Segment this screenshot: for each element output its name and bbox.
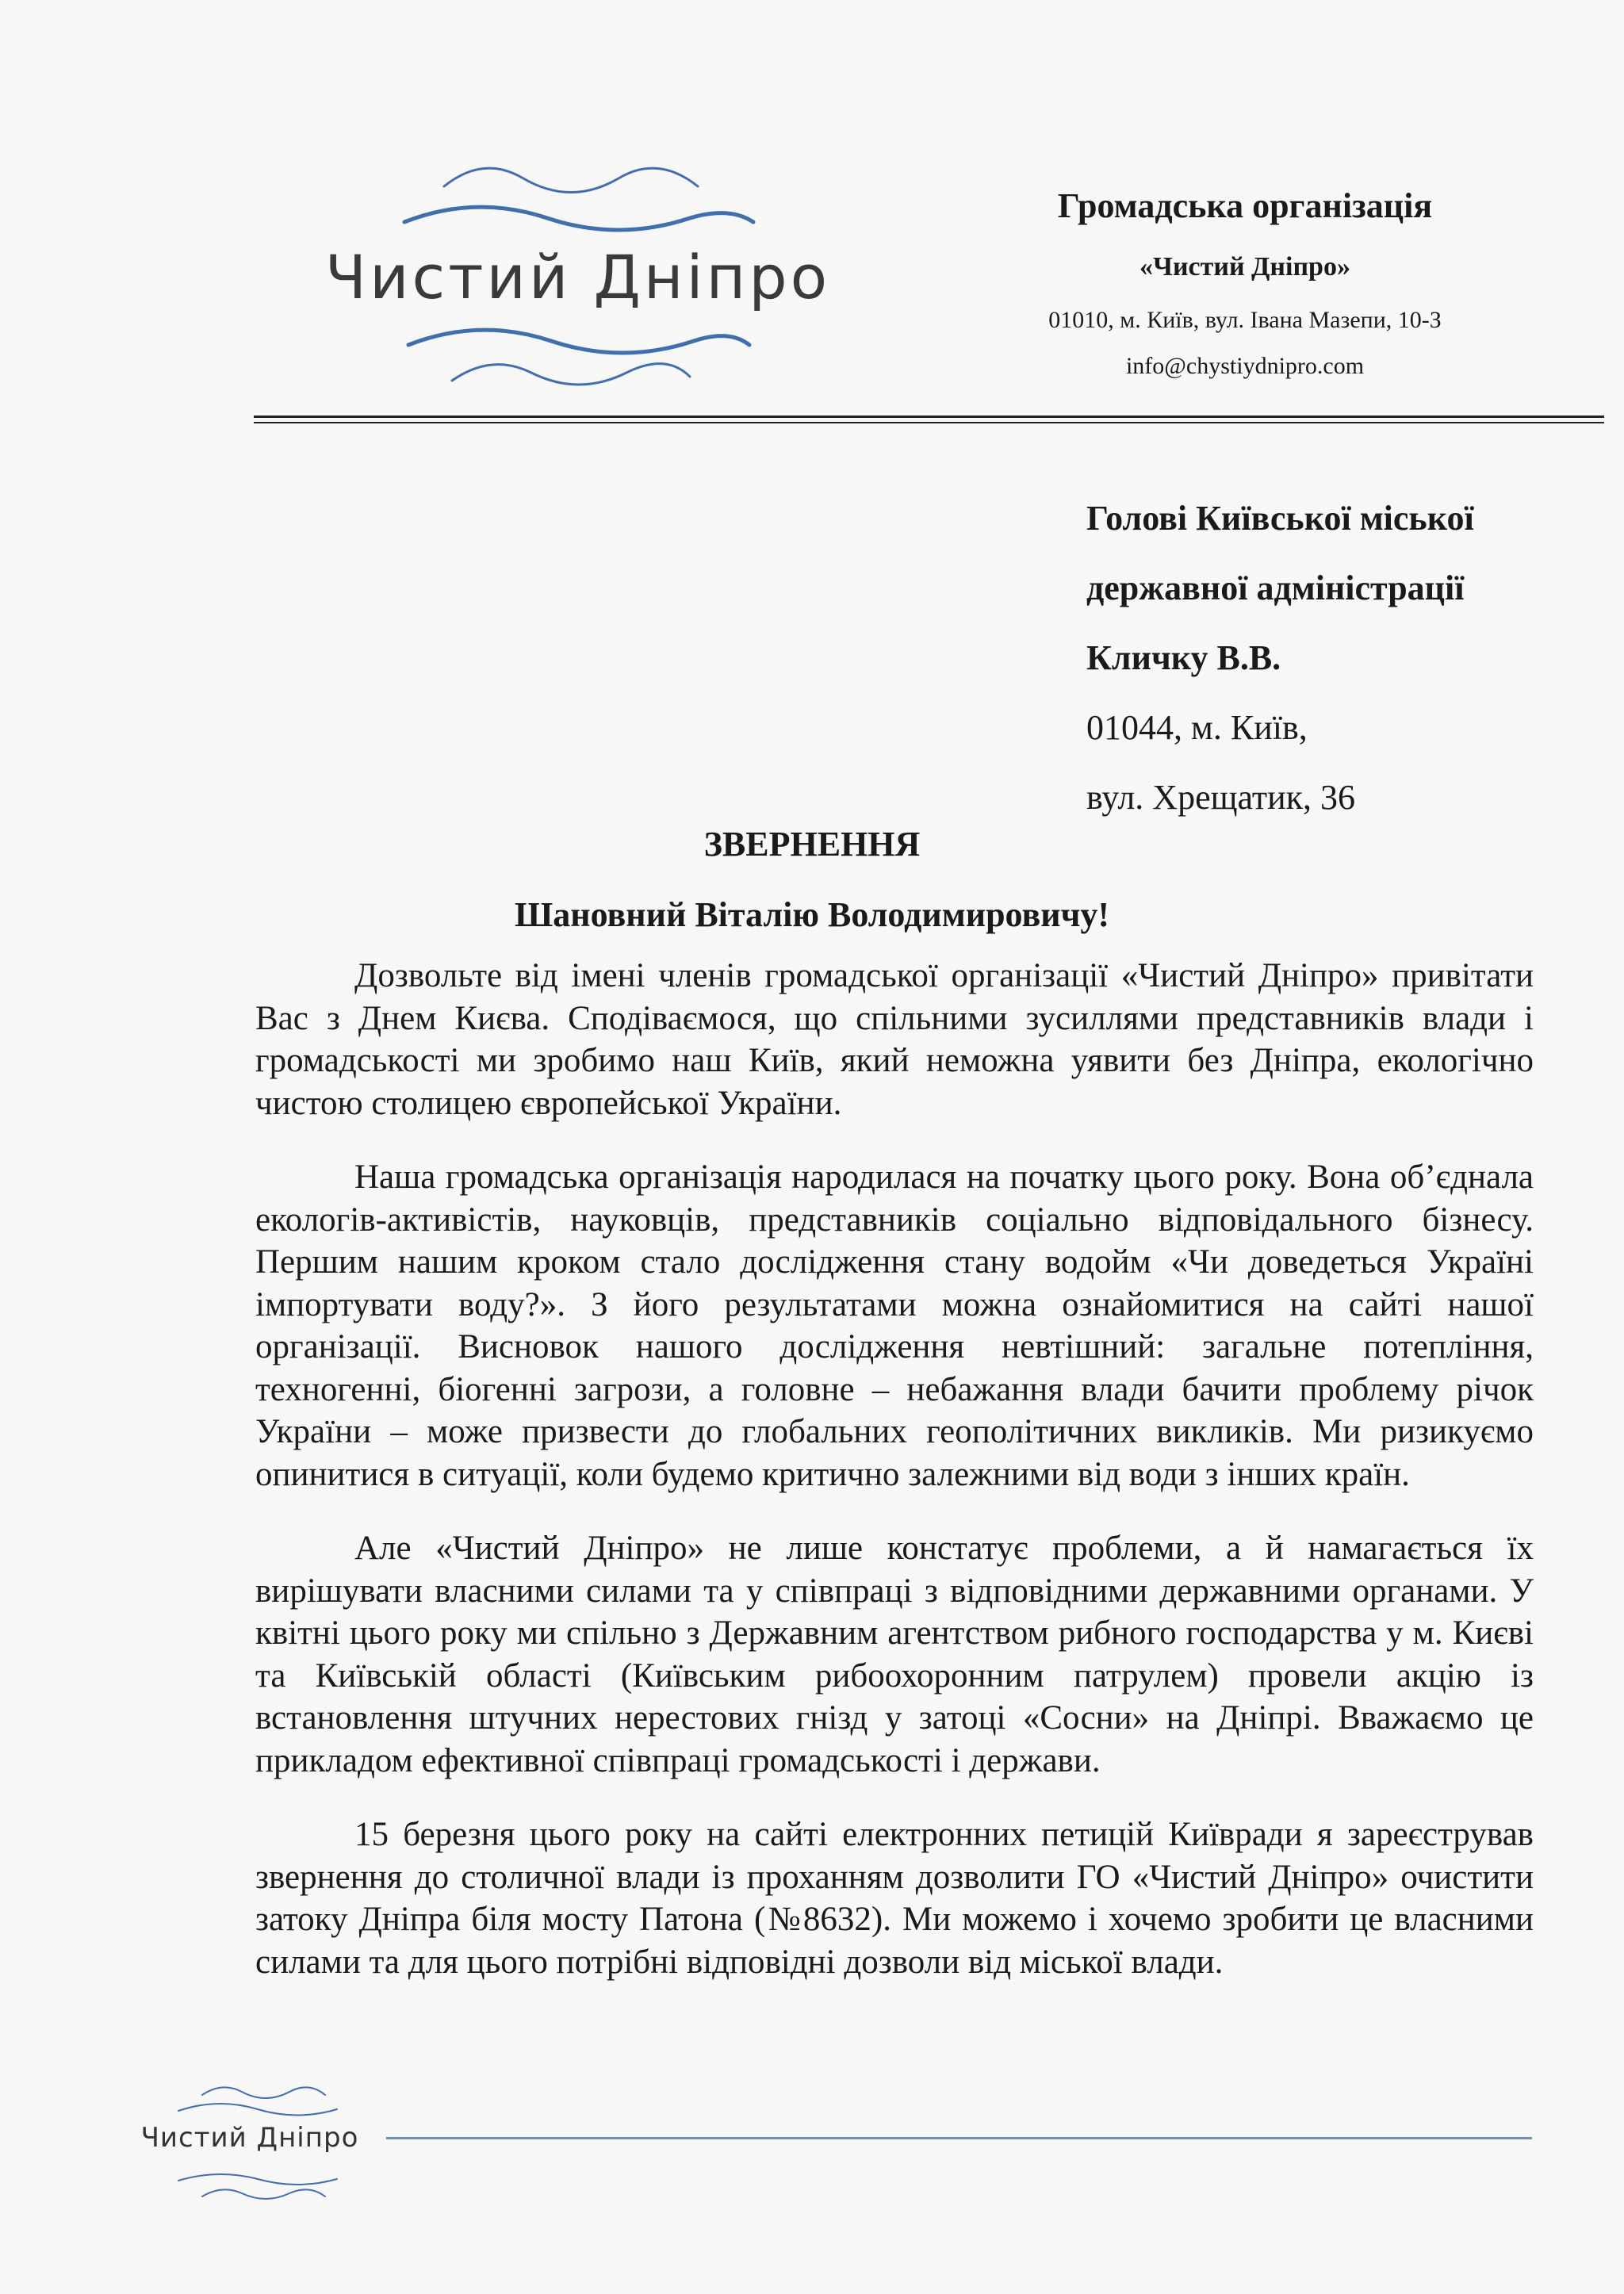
org-address: 01010, м. Київ, вул. Івана Мазепи, 10-З — [1048, 307, 1442, 333]
body-paragraph: Дозвольте від імені членів громадської організації «Чистий Дніпро» привітати Вас з Днем Києва. Сподіваємося, що спільними зусиллями представників влади і громадськості ми зробимо наш Київ, який неможна уявити без Дніпра, екологічно чистою столицею європейської України. — [255, 957, 1534, 1122]
org-quoted-name: «Чистий Дніпро» — [1139, 252, 1350, 281]
logo-text: Чистий Дніпро — [325, 242, 831, 312]
footer-divider — [386, 2137, 1532, 2139]
letter-body — [255, 955, 1534, 2015]
footer-logo — [139, 2078, 361, 2212]
header-divider-secondary — [254, 422, 1604, 423]
body-paragraph: 15 березня цього року на сайті електронних петицій Київради я зареєстрував звернення до столичної влади із проханням дозволити ГО «Чистий Дніпро» очистити затоку Дніпра біля мосту Патона (№8632). Ми можемо і хочемо зробити це власними силами та для цього потрібні відповідні дозволи від міської влади. — [255, 1816, 1534, 1981]
recipient-line: Голові Київської міської — [1086, 499, 1474, 538]
org-logo — [317, 151, 831, 404]
org-email: info@chystiydnipro.com — [1125, 353, 1365, 379]
body-paragraph: Але «Чистий Дніпро» не лише констатує проблеми, а й намагається їх вирішувати власними силами та у співпраці з відповідними державними органами. У квітні цього року ми спільно з Державним агентством рибного господарства у м. Києві та Київській області (Київським рибоохоронним патрулем) провели акцію із встановлення штучних нерестових гнізд у затоці «Сосни» на Дніпрі. Вважаємо це прикладом ефективної співпраці громадськості і держави. — [255, 1530, 1534, 1779]
letter-title: ЗВЕРНЕННЯ — [703, 825, 921, 864]
org-info — [991, 182, 1499, 384]
recipient-block — [1086, 484, 1578, 833]
recipient-line: Кличку В.В. — [1086, 638, 1281, 677]
recipient-line: державної адміністрації — [1086, 569, 1465, 607]
org-name: Громадська організація — [1057, 186, 1433, 225]
recipient-line: 01044, м. Київ, — [1086, 708, 1308, 747]
body-paragraph: Наша громадська організація народилася на початку цього року. Вона об’єднала екологів-активістів, науковців, представників соціально відповідального бізнесу. Першим нашим кроком стало дослідження стану водойм «Чи доведеться Україні імпортувати воду?». З його результатами можна ознайомитися на сайті нашої організації. Висновок нашого дослідження невтішний: загальне потепління, техногенні, біогенні загрози, а головне – небажання влади бачити проблему річок України – може призвести до глобальних геополітичних викликів. Ми ризикуємо опинитися в ситуації, коли будемо критично залежними від води з інших країн. — [255, 1158, 1534, 1493]
footer-logo-text: Чистий Дніпро — [140, 2122, 359, 2154]
letter-salutation: Шановний Віталію Володимировичу! — [514, 895, 1110, 934]
recipient-line: вул. Хрещатик, 36 — [1086, 778, 1356, 817]
header-divider — [254, 416, 1604, 418]
